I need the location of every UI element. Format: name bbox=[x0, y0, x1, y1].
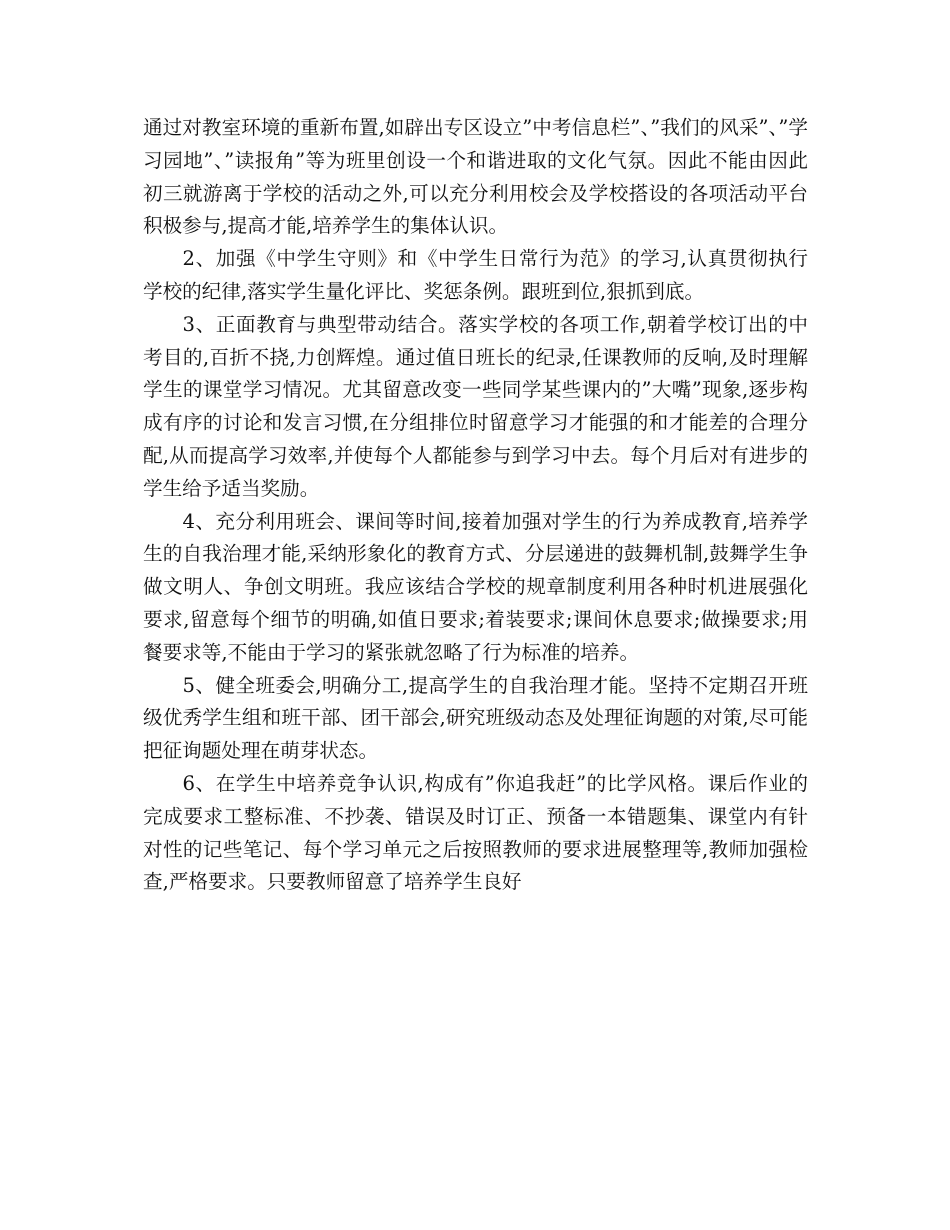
paragraph-item-4: 4、充分利用班会、课间等时间,接着加强对学生的行为养成教育,培养学生的自我治理才能,采纳形象化的教育方式、分层递进的鼓舞机制,鼓舞学生争做文明人、争创文明班。我应该结合学校的规章制度利用各种时机进展强化要求,留意每个细节的明确,如值日要求;着装要求;课间休息要求;做操要求;用餐要求等,不能由于学习的紧张就忽略了行为标准的培养。 bbox=[143, 509, 808, 664]
document-page bbox=[143, 112, 808, 899]
paragraph-item-5: 5、健全班委会,明确分工,提高学生的自我治理才能。坚持不定期召开班级优秀学生组和班干部、团干部会,研究班级动态及处理征询题的对策,尽可能把征询题处理在萌芽状态。 bbox=[143, 673, 808, 763]
paragraph-item-3: 3、正面教育与典型带动结合。落实学校的各项工作,朝着学校订出的中考目的,百折不挠,力创辉煌。通过值日班长的纪录,任课教师的反响,及时理解学生的课堂学习情况。尤其留意改变一些同学某些课内的”大嘴”现象,逐步构成有序的讨论和发言习惯,在分组排位时留意学习才能强的和才能差的合理分配,从而提高学习效率,并使每个人都能参与到学习中去。每个月后对有进步的学生给予适当奖励。 bbox=[143, 312, 808, 500]
paragraph-item-2: 2、加强《中学生守则》和《中学生日常行为范》的学习,认真贯彻执行学校的纪律,落实学生量化评比、奖惩条例。跟班到位,狠抓到底。 bbox=[143, 247, 808, 303]
paragraph-class-environment: 通过对教室环境的重新布置,如辟出专区设立”中考信息栏”、”我们的风采”、”学习园地”、”读报角”等为班里创设一个和谐进取的文化气氛。因此不能由因此初三就游离于学校的活动之外,可以充分利用校会及学校搭设的各项活动平台积极参与,提高才能,培养学生的集体认识。 bbox=[143, 116, 808, 238]
paragraph-item-6: 6、在学生中培养竞争认识,构成有”你追我赶”的比学风格。课后作业的完成要求工整标准、不抄袭、错误及时订正、预备一本错题集、课堂内有针对性的记些笔记、每个学习单元之后按照教师的要求进展整理等,教师加强检查,严格要求。只要教师留意了培养学生良好 bbox=[143, 771, 808, 894]
